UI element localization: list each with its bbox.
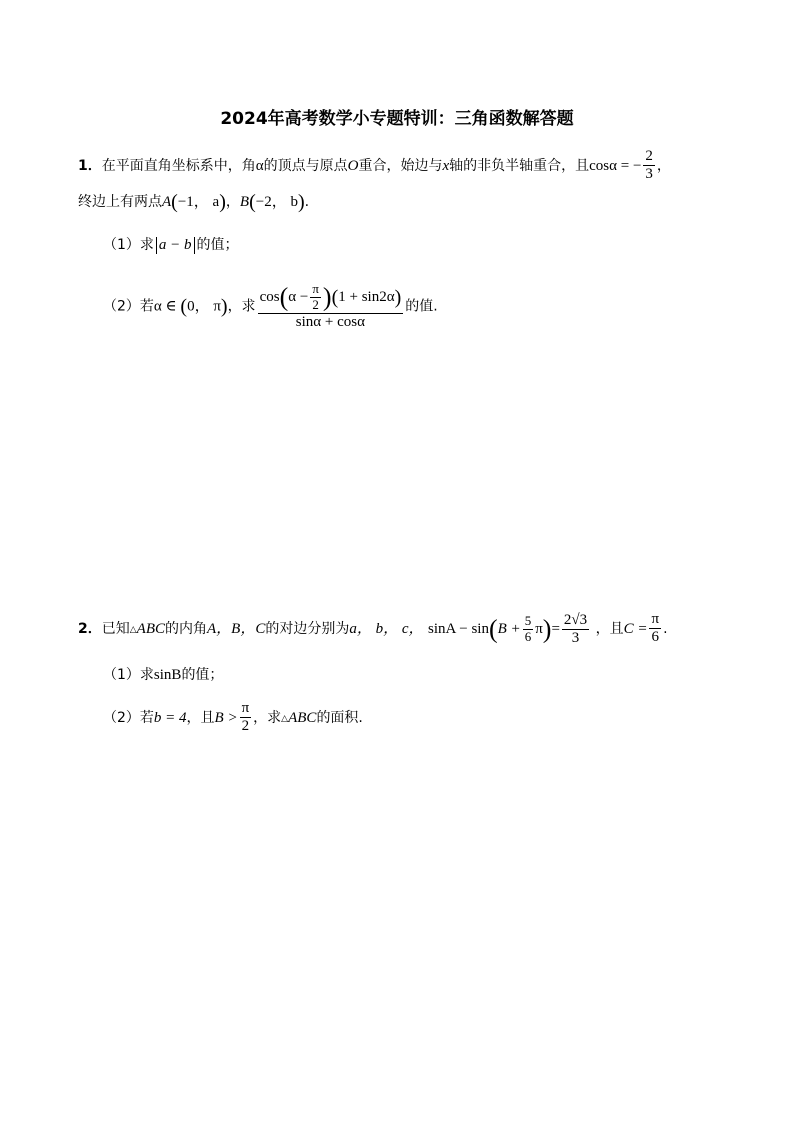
q1-part1: （1）求 a − b 的值； bbox=[103, 237, 239, 253]
q2-number: 2． bbox=[78, 620, 102, 637]
q1-point-b: −2， b bbox=[255, 194, 298, 210]
q2-part1: （1）求sinB的值； bbox=[103, 667, 224, 683]
q1-number: 1． bbox=[78, 157, 102, 174]
q2-line1: 2．已知△ABC的内角A，B，C的对边分别为a， b， c， sinA − sin(B + $\frac{5}{6}$ π)= $\frac{2√3}{3}$ ，且C = $\frac{\pi}{6}$ . bbox=[78, 611, 668, 646]
q1-fraction: $\frac{2}{3}$ bbox=[645, 148, 653, 183]
q1-line2: 终边上有两点A(−1， a)，B(−2， b). bbox=[78, 191, 310, 213]
q2-b-bound: $\frac{\pi}{2}$ bbox=[241, 700, 250, 735]
q1-part2: （2）若α ∈ (0， π)，求 cos(α − $\frac{\pi}{2}$ )(1 + sin2α) sinα + cosα 的值. bbox=[103, 281, 438, 330]
q2-part2: （2）若b = 4，且B > $\frac{\pi}{2}$ ，求△ABC的面积. bbox=[103, 700, 363, 735]
q1-cos-expr: cosα = − bbox=[589, 157, 642, 174]
q1-point-a: −1， a bbox=[177, 194, 220, 210]
page-title: 2024年高考数学小专题特训：三角函数解答题 bbox=[220, 109, 574, 129]
q1-part2-fraction: cos(α − $\frac{\pi}{2}$ )(1 + sin2α) sinα + cosα bbox=[259, 281, 402, 330]
q2-angle-c: $\frac{\pi}{6}$ bbox=[651, 611, 660, 646]
q2-equation: sinA − sin(B + $\frac{5}{6}$ π)= $\frac{2√3}{3}$ bbox=[427, 611, 588, 646]
q1-line1: 1．在平面直角坐标系中，角α的顶点与原点O重合，始边与x轴的非负半轴重合，且cosα = − $\frac{2}{3}$ ， bbox=[78, 148, 671, 183]
q1-interval: 0， π bbox=[187, 298, 221, 315]
q2-sinb: sinB bbox=[153, 667, 182, 683]
q1-abs-expr: a − b bbox=[158, 237, 192, 253]
